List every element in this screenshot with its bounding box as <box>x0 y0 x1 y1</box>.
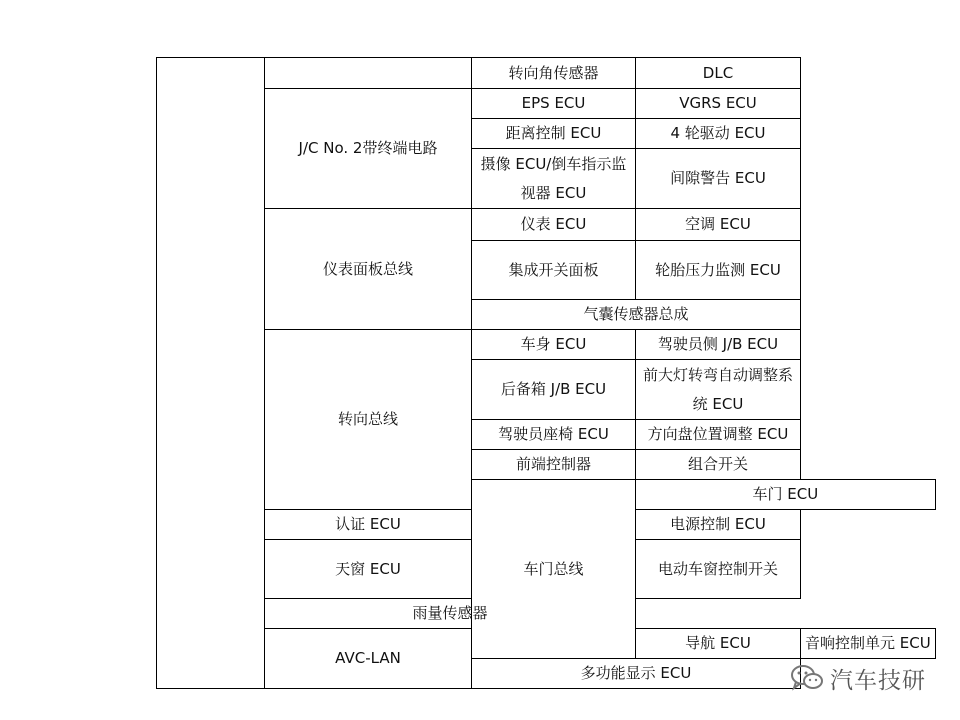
table-cell: 集成开关面板 <box>472 241 636 300</box>
table-cell: 气囊传感器总成 <box>472 300 801 330</box>
watermark-text: 汽车技研 <box>830 667 926 694</box>
table-cell: 4 轮驱动 ECU <box>636 119 801 149</box>
table-cell: 导航 ECU <box>636 629 801 659</box>
table-cell: 多功能显示 ECU <box>472 659 801 689</box>
table-cell: 天窗 ECU <box>265 540 472 599</box>
table-cell: 后备箱 J/B ECU <box>472 360 636 420</box>
table-cell: 间隙警告 ECU <box>636 149 801 209</box>
bus-label-avc-lan: AVC-LAN <box>265 629 472 689</box>
table-cell: 车身 ECU <box>472 330 636 360</box>
table-cell: VGRS ECU <box>636 89 801 119</box>
table-cell: 空调 ECU <box>636 209 801 241</box>
table-cell: 转向角传感器 <box>472 58 636 89</box>
table-cell: 电源控制 ECU <box>636 510 801 540</box>
table-cell: 认证 ECU <box>265 510 472 540</box>
table-cell: 前端控制器 <box>472 450 636 480</box>
table-cell: 雨量传感器 <box>265 599 636 629</box>
table-cell: 摄像 ECU/倒车指示监视器 ECU <box>472 149 636 209</box>
table-cell: 轮胎压力监测 ECU <box>636 241 801 300</box>
table-cell: 方向盘位置调整 ECU <box>636 420 801 450</box>
table-cell: 电动车窗控制开关 <box>636 540 801 599</box>
table-cell: 前大灯转弯自动调整系统 ECU <box>636 360 801 420</box>
wechat-icon <box>790 663 824 693</box>
blank-bus-cell <box>265 58 472 89</box>
table-cell: 距离控制 ECU <box>472 119 636 149</box>
table-cell: 组合开关 <box>636 450 801 480</box>
table-cell: EPS ECU <box>472 89 636 119</box>
table-cell: 仪表 ECU <box>472 209 636 241</box>
bus-label-jc2: J/C No. 2带终端电路 <box>265 89 472 209</box>
table-cell: 音响控制单元 ECU <box>801 629 936 659</box>
table-cell: 驾驶员侧 J/B ECU <box>636 330 801 360</box>
watermark <box>790 660 926 696</box>
bus-label-instrument: 仪表面板总线 <box>265 209 472 330</box>
blank-column-cell <box>157 58 265 689</box>
table-cell: 驾驶员座椅 ECU <box>472 420 636 450</box>
bus-label-steering: 转向总线 <box>265 330 472 510</box>
ecu-network-table <box>156 57 936 689</box>
table-cell: 车门 ECU <box>636 480 936 510</box>
table-cell: DLC <box>636 58 801 89</box>
bus-label-door: 车门总线 <box>472 480 636 659</box>
